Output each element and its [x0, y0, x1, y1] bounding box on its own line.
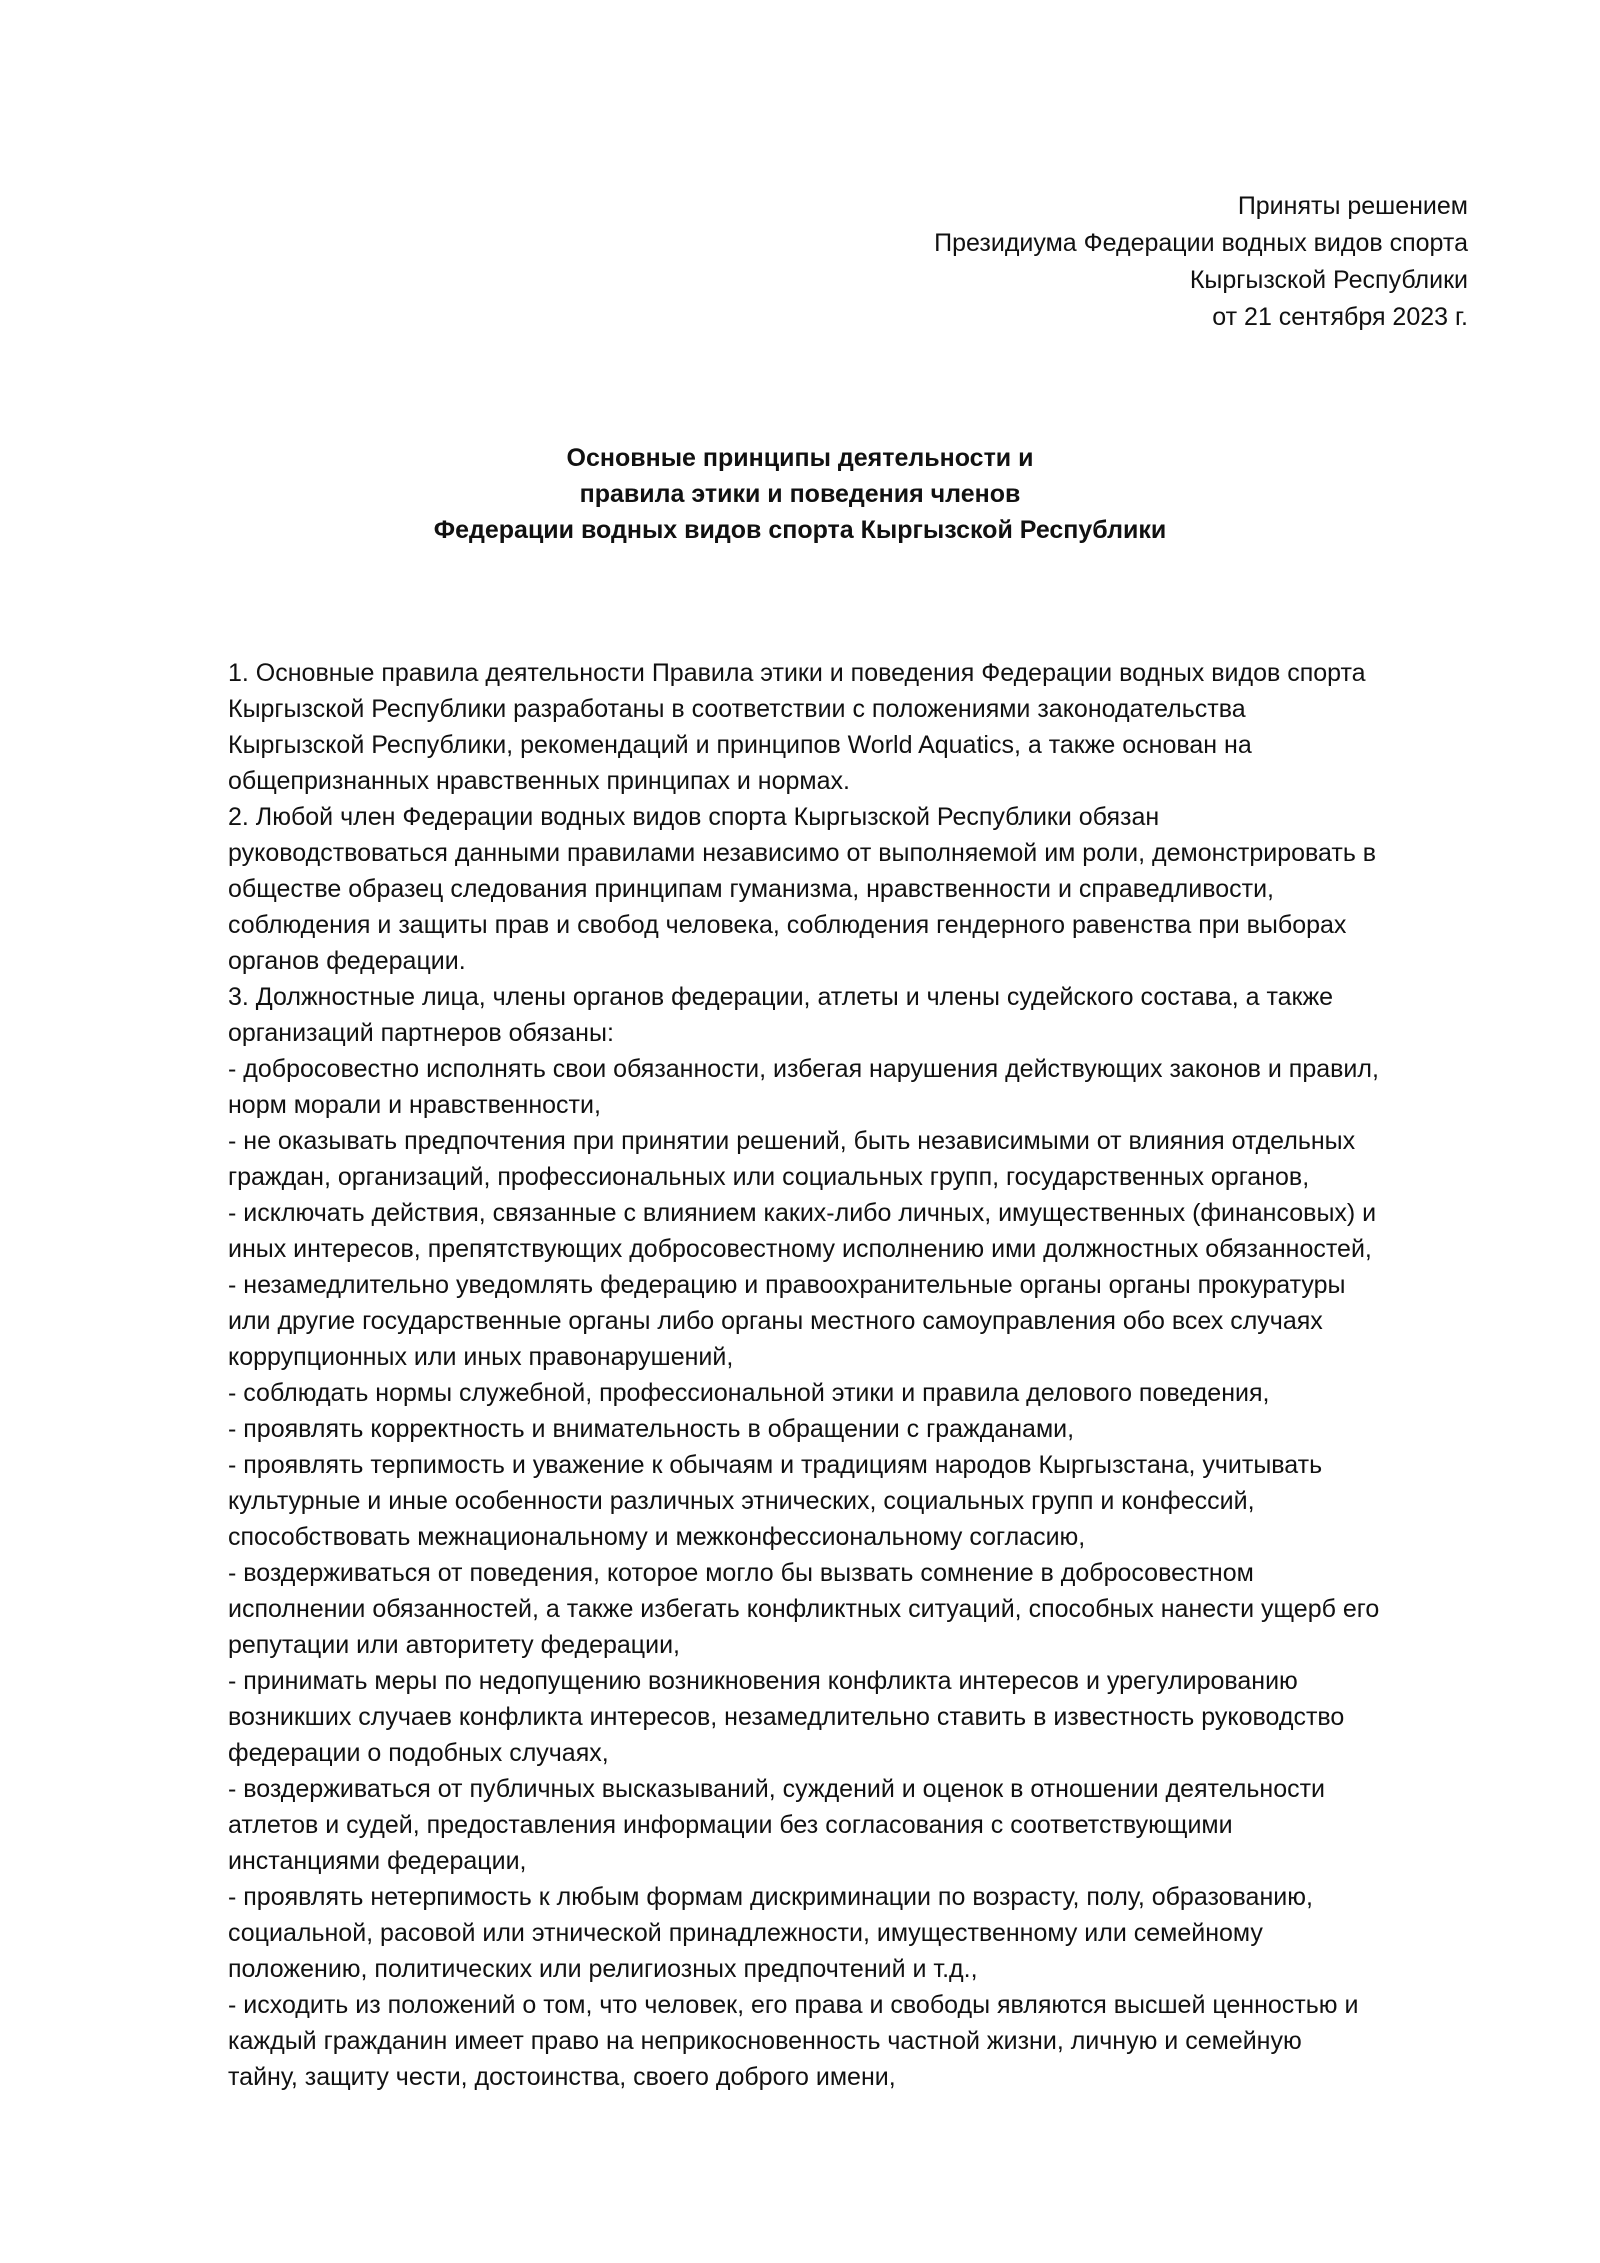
body-line: граждан, организаций, профессиональных или социальных групп, государственных органов, — [228, 1163, 1310, 1191]
approval-line: Приняты решением — [1237, 192, 1468, 220]
body-line: культурные и иные особенности различных этнических, социальных групп и конфессий, — [228, 1487, 1255, 1515]
body-line: руководствоваться данными правилами независимо от выполняемой им роли, демонстрировать в — [228, 839, 1377, 867]
body-line: инстанциями федерации, — [228, 1847, 527, 1875]
body-line: или другие государственные органы либо органы местного самоуправления обо всех случаях — [228, 1307, 1323, 1335]
body-line: - добросовестно исполнять свои обязанности, избегая нарушения действующих законов и правил, — [228, 1055, 1379, 1083]
body-line: - воздерживаться от поведения, которое могло бы вызвать сомнение в добросовестном — [228, 1559, 1254, 1587]
title-line: правила этики и поведения членов — [579, 480, 1021, 508]
body-line: способствовать межнациональному и межконфессиональному согласию, — [228, 1523, 1086, 1551]
body-line: атлетов и судей, предоставления информации без согласования с соответствующими — [228, 1811, 1233, 1839]
body-line: органов федерации. — [228, 947, 466, 975]
body-line: 3. Должностные лица, члены органов федерации, атлеты и члены судейского состава, а также — [228, 983, 1334, 1011]
body-line: общепризнанных нравственных принципах и нормах. — [228, 767, 850, 795]
approval-line: от 21 сентября 2023 г. — [1212, 303, 1468, 331]
body-line: - незамедлительно уведомлять федерацию и правоохранительные органы органы прокуратуры — [228, 1271, 1346, 1299]
body-line: 1. Основные правила деятельности Правила этики и поведения Федерации водных видов спорта — [228, 659, 1366, 687]
body-line: - проявлять нетерпимость к любым формам дискриминации по возрасту, полу, образованию, — [228, 1883, 1313, 1911]
body-line: Кыргызской Республики разработаны в соответствии с положениями законодательства — [228, 695, 1246, 723]
body-line: - исключать действия, связанные с влиянием каких-либо личных, имущественных (финансовых) и — [228, 1199, 1377, 1227]
body-line: - соблюдать нормы служебной, профессиональной этики и правила делового поведения, — [228, 1379, 1270, 1407]
document-title — [0, 440, 1600, 548]
approval-line: Кыргызской Республики — [1189, 266, 1468, 294]
body-line: коррупционных или иных правонарушений, — [228, 1343, 734, 1371]
body-line: возникших случаев конфликта интересов, незамедлительно ставить в известность руководство — [228, 1703, 1345, 1731]
body-line: иных интересов, препятствующих добросовестному исполнению ими должностных обязанностей, — [228, 1235, 1372, 1263]
body-line: - проявлять терпимость и уважение к обычаям и традициям народов Кыргызстана, учитывать — [228, 1451, 1323, 1479]
body-line: - не оказывать предпочтения при принятии решений, быть независимыми от влияния отдельных — [228, 1127, 1356, 1155]
body-line: организаций партнеров обязаны: — [228, 1019, 614, 1047]
body-line: норм морали и нравственности, — [228, 1091, 601, 1119]
body-line: - исходить из положений о том, что человек, его права и свободы являются высшей ценностью и — [228, 1991, 1359, 2019]
body-line: - проявлять корректность и внимательность в обращении с гражданами, — [228, 1415, 1075, 1443]
document-body — [228, 655, 1488, 2095]
body-line: федерации о подобных случаях, — [228, 1739, 609, 1767]
body-line: каждый гражданин имеет право на неприкосновенность частной жизни, личную и семейную — [228, 2027, 1302, 2055]
title-line: Федерации водных видов спорта Кыргызской Республики — [433, 516, 1167, 544]
body-line: исполнении обязанностей, а также избегать конфликтных ситуаций, способных нанести ущерб его — [228, 1595, 1380, 1623]
body-line: - принимать меры по недопущению возникновения конфликта интересов и урегулированию — [228, 1667, 1298, 1695]
body-line: положению, политических или религиозных предпочтений и т.д., — [228, 1955, 978, 1983]
body-line: социальной, расовой или этнической принадлежности, имущественному или семейному — [228, 1919, 1263, 1947]
body-line: Кыргызской Республики, рекомендаций и принципов World Aquatics, а также основан на — [228, 731, 1252, 759]
body-line: - воздерживаться от публичных высказываний, суждений и оценок в отношении деятельности — [228, 1775, 1326, 1803]
body-line: 2. Любой член Федерации водных видов спорта Кыргызской Республики обязан — [228, 803, 1160, 831]
body-line: соблюдения и защиты прав и свобод человека, соблюдения гендерного равенства при выборах — [228, 911, 1347, 939]
body-line: обществе образец следования принципам гуманизма, нравственности и справедливости, — [228, 875, 1274, 903]
approval-line: Президиума Федерации водных видов спорта — [934, 229, 1468, 257]
approval-block — [934, 188, 1468, 336]
title-line: Основные принципы деятельности и — [566, 444, 1034, 472]
body-line: репутации или авторитету федерации, — [228, 1631, 680, 1659]
body-line: тайну, защиту чести, достоинства, своего доброго имени, — [228, 2063, 896, 2091]
